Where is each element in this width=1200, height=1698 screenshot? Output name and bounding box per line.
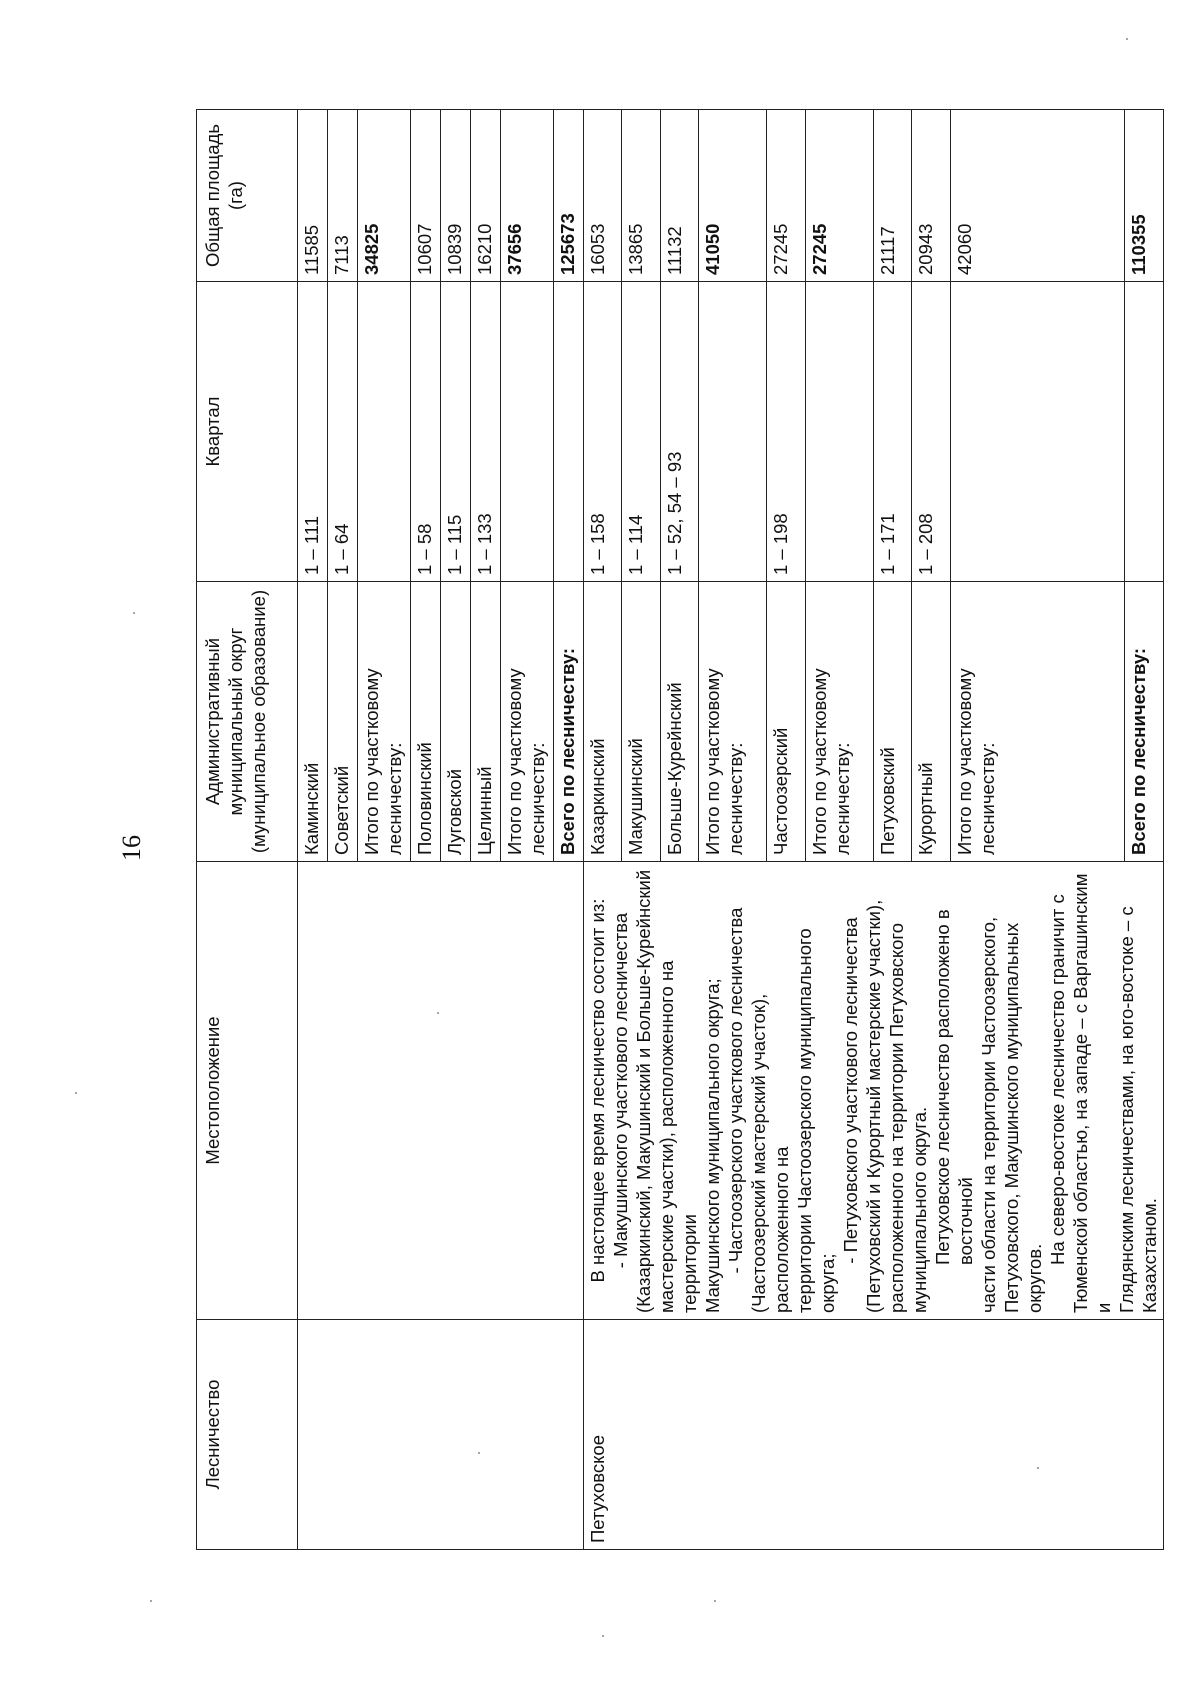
- subtotal-label-cell: Итого по участковому лесничеству:: [699, 582, 767, 862]
- description-line: части области на территории Частоозерского,: [978, 916, 999, 1313]
- description-line: Казахстаном.: [1139, 1198, 1160, 1313]
- table-header-row: [197, 110, 298, 1550]
- header-municipality: Административный муниципальный округ (муниципальное образование): [197, 582, 298, 862]
- area-cell: 21117: [873, 110, 911, 282]
- table-row: [298, 110, 328, 1550]
- total-label-cell: Всего по лесничеству:: [1125, 582, 1164, 862]
- description-line: (Петуховский и Курортный мастерские участки),: [863, 899, 884, 1313]
- forestry-cell-empty: [298, 1320, 584, 1550]
- municipality-cell: Курортный: [912, 582, 950, 862]
- subtotal-area-cell: 37656: [501, 110, 554, 282]
- description-line: муниципального округа.: [909, 1106, 930, 1313]
- header-quarter: Квартал: [197, 282, 298, 582]
- quarter-cell: 1 – 208: [912, 282, 950, 582]
- subtotal-label-cell: Итого по участковому лесничеству:: [805, 582, 873, 862]
- quarter-cell: [358, 282, 411, 582]
- quarter-cell: 1 – 171: [873, 282, 911, 582]
- forestry-table: [196, 109, 1164, 1550]
- area-cell: 10839: [441, 110, 471, 282]
- quarter-cell: [699, 282, 767, 582]
- description-line: Тюменской областью, на западе – с Варгашинским и: [1070, 873, 1114, 1313]
- page-number: 16: [117, 835, 146, 861]
- header-area: Общая площадь (га): [197, 110, 298, 282]
- description-line: (Казаркинский, Макушинский и Больше-Курейнский: [633, 869, 654, 1313]
- area-cell: 7113: [328, 110, 358, 282]
- description-line: расположенного на территории Петуховского: [886, 922, 907, 1313]
- table-row: [584, 110, 622, 1550]
- subtotal-area-cell: 34825: [358, 110, 411, 282]
- scan-speck: [150, 1600, 152, 1602]
- area-cell: 16210: [471, 110, 501, 282]
- header-forestry: Лесничество: [197, 1320, 298, 1550]
- description-line: Петуховского, Макушинского муниципальных округов.: [1001, 922, 1045, 1313]
- scan-speck: [602, 1635, 604, 1637]
- subtotal-area-cell: 42060: [950, 110, 1125, 282]
- header-location: Местоположение: [197, 862, 298, 1320]
- description-line: (Частоозерский мастерский участок), расположенного на: [748, 993, 792, 1313]
- total-area-cell: 125673: [554, 110, 584, 282]
- quarter-cell: [554, 282, 584, 582]
- quarter-cell: 1 – 58: [411, 282, 441, 582]
- location-description-cell: [584, 862, 1164, 1320]
- location-cell-empty: [298, 862, 584, 1320]
- scan-speck: [75, 1092, 77, 1094]
- area-cell: 11132: [660, 110, 698, 282]
- description-line: В настоящее время лесничество состоит из:: [587, 898, 608, 1283]
- description-line: - Петуховского участкового лесничества: [840, 917, 861, 1264]
- municipality-cell: Макушинский: [622, 582, 660, 862]
- quarter-cell: 1 – 158: [584, 282, 622, 582]
- quarter-cell: 1 – 52, 54 – 93: [660, 282, 698, 582]
- area-cell: 16053: [584, 110, 622, 282]
- quarter-cell: 1 – 115: [441, 282, 471, 582]
- description-line: Глядянским лесничествами, на юго-востоке – с: [1116, 906, 1137, 1313]
- description-line: Макушинского муниципального округа;: [702, 978, 723, 1313]
- area-cell: 27245: [767, 110, 805, 282]
- municipality-cell: Целинный: [471, 582, 501, 862]
- municipality-cell: Частоозерский: [767, 582, 805, 862]
- area-cell: 10607: [411, 110, 441, 282]
- municipality-cell: Луговской: [441, 582, 471, 862]
- subtotal-area-cell: 41050: [699, 110, 767, 282]
- description-line: На северо-востоке лесничество граничит с: [1047, 894, 1068, 1265]
- area-cell: 11585: [298, 110, 328, 282]
- quarter-cell: [805, 282, 873, 582]
- municipality-cell: Советский: [328, 582, 358, 862]
- quarter-cell: [501, 282, 554, 582]
- area-cell: 13865: [622, 110, 660, 282]
- municipality-cell: Каминский: [298, 582, 328, 862]
- subtotal-area-cell: 27245: [805, 110, 873, 282]
- municipality-cell: Половинский: [411, 582, 441, 862]
- total-area-cell: 110355: [1125, 110, 1164, 282]
- quarter-cell: 1 – 198: [767, 282, 805, 582]
- forestry-table-rotated: [196, 110, 1160, 1550]
- quarter-cell: [950, 282, 1125, 582]
- municipality-cell: Казаркинский: [584, 582, 622, 862]
- quarter-cell: [1125, 282, 1164, 582]
- subtotal-label-cell: Итого по участковому лесничеству:: [501, 582, 554, 862]
- area-cell: 20943: [912, 110, 950, 282]
- scan-speck: [714, 1600, 716, 1602]
- subtotal-label-cell: Итого по участковому лесничеству:: [358, 582, 411, 862]
- scan-speck: [133, 612, 135, 614]
- quarter-cell: 1 – 64: [328, 282, 358, 582]
- municipality-cell: Петуховский: [873, 582, 911, 862]
- description-line: - Макушинского участкового лесничества: [610, 912, 631, 1269]
- quarter-cell: 1 – 133: [471, 282, 501, 582]
- quarter-cell: 1 – 114: [622, 282, 660, 582]
- forestry-name-cell: Петуховское: [584, 1320, 1164, 1550]
- description-line: - Частоозерского участкового лесничества: [725, 907, 746, 1274]
- subtotal-label-cell: Итого по участковому лесничеству:: [950, 582, 1125, 862]
- municipality-cell: Больше-Курейнский: [660, 582, 698, 862]
- scan-speck: [1126, 38, 1128, 40]
- description-line: мастерские участки), расположенного на территории: [656, 960, 700, 1313]
- quarter-cell: 1 – 111: [298, 282, 328, 582]
- total-label-cell: Всего по лесничеству:: [554, 582, 584, 862]
- description-line: территории Частоозерского муниципального округа;: [794, 928, 838, 1313]
- description-line: Петуховское лесничество расположено в восточной: [932, 909, 976, 1265]
